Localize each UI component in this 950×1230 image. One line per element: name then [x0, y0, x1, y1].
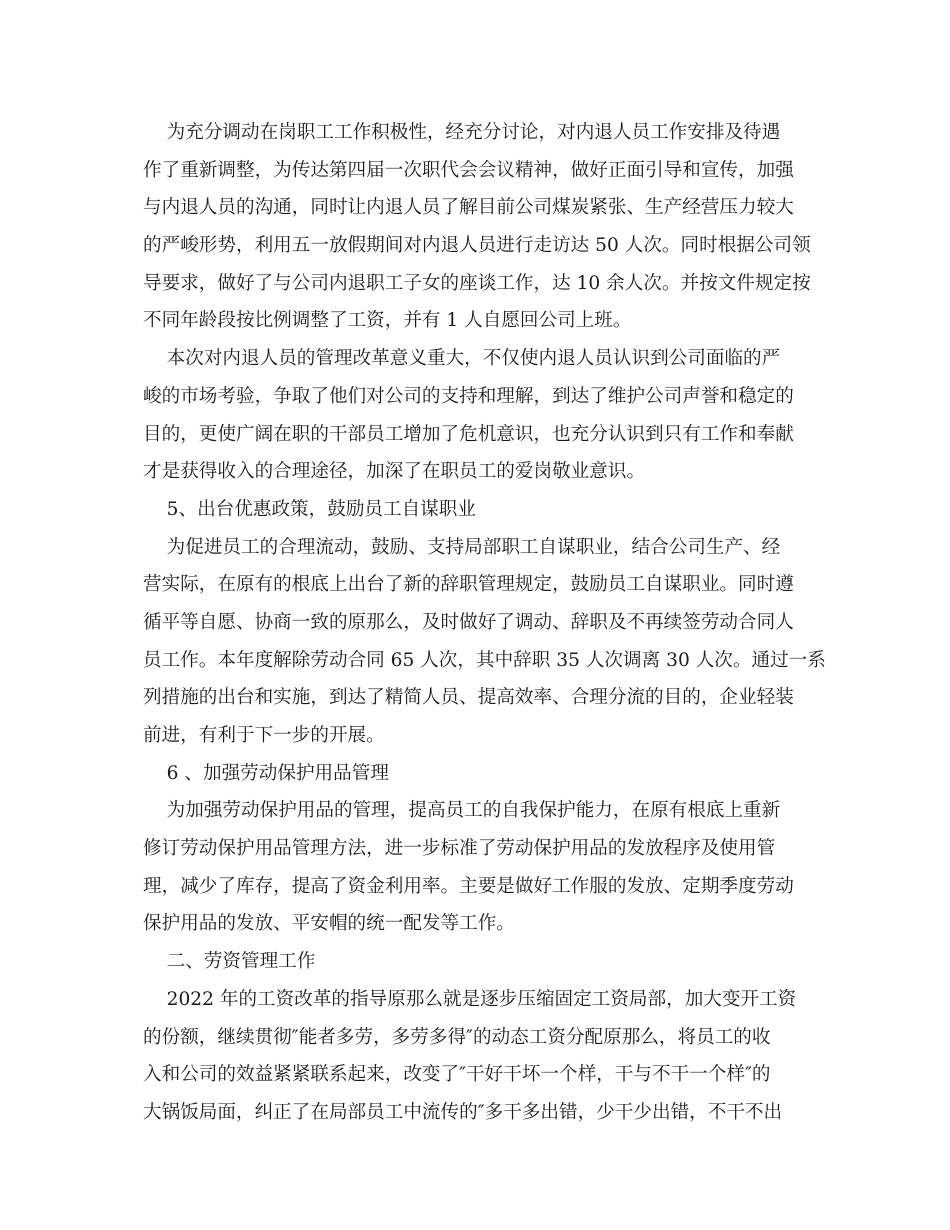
text-line: 2022 年的工资改革的指导原那么就是逐步压缩固定工资局部，加大变开工资	[143, 988, 797, 1010]
text-line: 理，减少了库存，提高了资金利用率。主要是做好工作服的发放、定期季度劳动	[143, 875, 794, 897]
section-heading: 5、出台优惠政策，鼓励员工自谋职业	[143, 498, 476, 520]
text-line: 修订劳动保护用品管理方法，进一步标准了劳动保护用品的发放程序及使用管	[143, 838, 776, 860]
text-line: 前进，有利于下一步的开展。	[143, 725, 385, 746]
text-line: 的严峻形势，利用五一放假期间对内退人员进行走访达 50 人次。同时根据公司领	[143, 235, 811, 257]
text-line: 为促进员工的合理流动，鼓励、支持局部职工自谋职业，结合公司生产、经	[143, 536, 781, 558]
text-line: 保护用品的发放、平安帽的统一配发等工作。	[143, 913, 515, 935]
text-line: 为充分调动在岗职工工作积极性，经充分讨论，对内退人员工作安排及待遇	[143, 122, 781, 143]
section-heading: 6 、加强劳动保护用品管理	[143, 762, 389, 784]
text-line: 峻的市场考验，争取了他们对公司的支持和理解，到达了维护公司声誉和稳定的	[143, 385, 794, 407]
text-line: 员工作。本年度解除劳动合同 65 人次，其中辞职 35 人次调离 30 人次。通过一系	[143, 649, 826, 671]
text-line: 才是获得收入的合理途径，加深了在职员工的爱岗敬业意识。	[143, 461, 646, 483]
text-line: 列措施的出台和实施，到达了精简人员、提高效率、合理分流的目的，企业轻装	[143, 687, 794, 709]
text-line: 不同年龄段按比例调整了工资，并有 1 人自愿回公司上班。	[143, 310, 632, 332]
text-line: 的份额，继续贯彻″能者多劳，多劳多得″的动态工资分配原那么，将员工的收	[143, 1026, 771, 1048]
text-line: 导要求，做好了与公司内退职工子女的座谈工作，达 10 余人次。并按文件规定按	[143, 272, 811, 294]
text-line: 入和公司的效益紧紧联系起来，改变了″干好干坏一个样，干与不干一个样″的	[143, 1064, 771, 1086]
text-line: 营实际，在原有的根底上出台了新的辞职管理规定，鼓励员工自谋职业。同时遵	[143, 574, 794, 596]
text-line: 大锅饭局面，纠正了在局部员工中流传的″多干多出错，少干少出错，不干不出	[143, 1101, 783, 1123]
document-body	[143, 114, 826, 1132]
section-heading: 二、劳资管理工作	[143, 951, 316, 973]
text-line: 目的，更使广阔在职的干部员工增加了危机意识，也充分认识到只有工作和奉献	[143, 423, 794, 445]
text-line: 循平等自愿、协商一致的原那么，及时做好了调动、辞职及不再续签劳动合同人	[143, 611, 794, 633]
text-line: 为加强劳动保护用品的管理，提高员工的自我保护能力，在原有根底上重新	[143, 800, 781, 822]
text-line: 与内退人员的沟通，同时让内退人员了解目前公司煤炭紧张、生产经营压力较大	[143, 197, 794, 219]
text-line: 作了重新调整，为传达第四届一次职代会会议精神，做好正面引导和宣传，加强	[143, 159, 794, 181]
text-line: 本次对内退人员的管理改革意义重大，不仅使内退人员认识到公司面临的严	[143, 348, 781, 370]
